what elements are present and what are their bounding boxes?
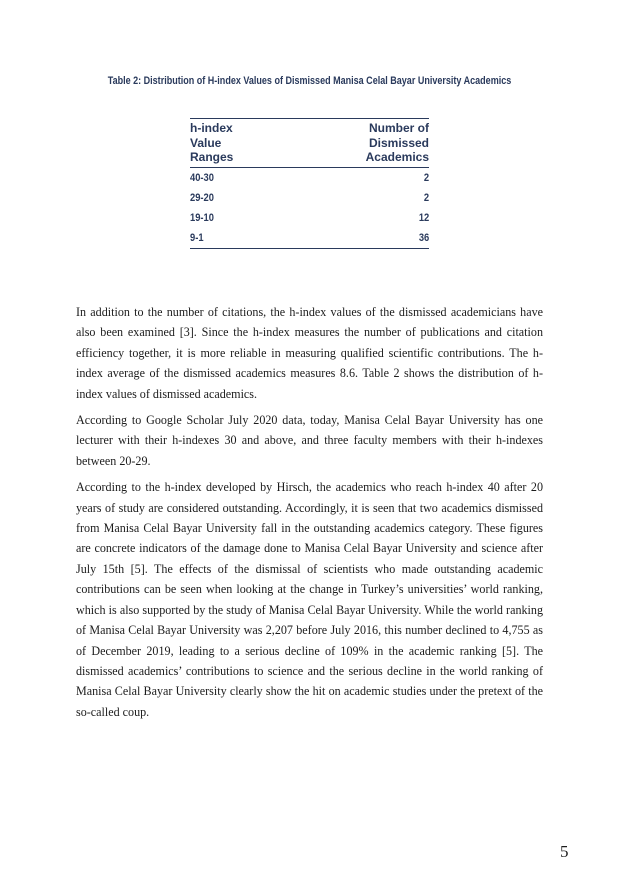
table-row [190, 228, 429, 248]
body-text [76, 302, 543, 728]
header-line: Academics [365, 150, 429, 164]
table-bottom-rule [190, 248, 429, 249]
header-line: Number of [369, 121, 429, 135]
table-row [190, 168, 429, 188]
header-number-of-dismissed-academics [366, 121, 429, 165]
header-h-index-value-ranges [190, 121, 233, 165]
table-header-row [190, 119, 429, 165]
table-caption: Table 2: Distribution of H-index Values of Dismissed Manisa Celal Bayar University Academics [107, 75, 512, 87]
header-line: Ranges [190, 150, 234, 164]
header-line: h-index [190, 121, 233, 135]
count-cell: 12 [418, 211, 429, 224]
header-line: Value [190, 135, 222, 150]
count-cell: 2 [423, 191, 429, 204]
table-row [190, 208, 429, 228]
page-number: 5 [560, 842, 569, 861]
paragraph: According to Google Scholar July 2020 data, today, Manisa Celal Bayar University has one lecturer with their h-indexes 30 and above, and three faculty members with their h-indexes between 20-29. [76, 413, 543, 468]
range-cell: 9-1 [190, 231, 204, 244]
count-cell: 36 [418, 231, 429, 244]
h-index-table [190, 118, 429, 249]
count-cell: 2 [423, 171, 429, 184]
header-line: Dismissed [368, 135, 429, 150]
range-cell: 29-20 [190, 191, 214, 204]
table-row [190, 188, 429, 208]
range-cell: 19-10 [190, 211, 214, 224]
range-cell: 40-30 [190, 171, 214, 184]
paragraph: According to the h-index developed by Hirsch, the academics who reach h-index 40 after 20 years of study are considered outstanding. Accordingly, it is seen that two academics dismissed from Manisa Celal Bayar University fall in the outstanding academics category. These figures are concrete indicators of the damage done to Manisa Celal Bayar University and science after July 15th [5]. The effects of the dismissal of scientists who made outstanding academic contributions can be seen when looking at the change in Turkey’s universities’ world ranking, which is also supported by the study of Manisa Celal Bayar University. While the world ranking of Manisa Celal Bayar University was 2,207 before July 2016, this number declined to 4,755 as of December 2019, leading to a serious decline of 109% in the academic ranking [5]. The dismissed academics’ contributions to science and the serious decline in the world ranking of Manisa Celal Bayar University clearly show the hit on academic studies under the pretext of the so-called coup. [76, 480, 543, 719]
paragraph: In addition to the number of citations, the h-index values of the dismissed academicians have also been examined [3]. Since the h-index measures the number of publications and citation efficiency together, it is more reliable in measuring qualified scientific contributions. The h-index average of the dismissed academics measures 8.6. Table 2 shows the distribution of h-index values of dismissed academics. [76, 305, 543, 401]
